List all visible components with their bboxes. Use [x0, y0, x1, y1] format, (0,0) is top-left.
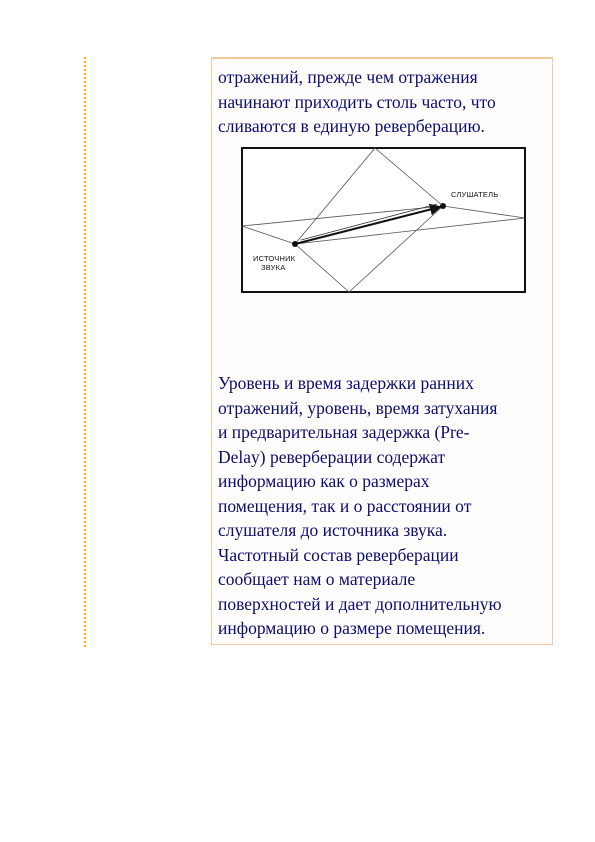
left-margin-rule [84, 57, 86, 647]
paragraph-main-line: слушателя до источника звука. [218, 520, 448, 540]
content-panel [211, 57, 553, 645]
source-label-line2: ЗВУКА [261, 263, 286, 272]
paragraph-main-line: информацию как о размерах [218, 471, 430, 491]
source-point [292, 241, 298, 247]
paragraph-main [218, 371, 502, 641]
listener-point [440, 203, 446, 209]
paragraph-intro [218, 65, 496, 139]
paragraph-intro-line: начинают приходить столь часто, что [218, 91, 496, 112]
paragraph-main-line: Уровень и время задержки ранних [218, 373, 474, 393]
paragraph-main-line: поверхностей и дает дополнительную [218, 593, 502, 614]
reflection-diagram [241, 147, 527, 295]
paragraph-intro-line: сливаются в единую реверберацию. [218, 116, 485, 136]
source-label-line1: ИСТОЧНИК [253, 254, 296, 263]
reflection-diagram-svg [241, 147, 527, 295]
paragraph-main-line: сообщает нам о материале [218, 569, 416, 589]
paragraph-main-line: отражений, уровень, время затухания [218, 397, 498, 418]
paragraph-main-line: помещения, так и о расстоянии от [218, 495, 472, 516]
paragraph-intro-line: отражений, прежде чем отражения [218, 67, 478, 87]
paragraph-main-line: Частотный состав реверберации [218, 544, 459, 565]
paragraph-main-line: Delay) реверберации содержат [218, 446, 446, 467]
paragraph-main-line: информацию о размере помещения. [218, 618, 486, 638]
listener-label: СЛУШАТЕЛЬ [451, 190, 499, 199]
paragraph-main-line: и предварительная задержка (Pre- [218, 422, 470, 442]
